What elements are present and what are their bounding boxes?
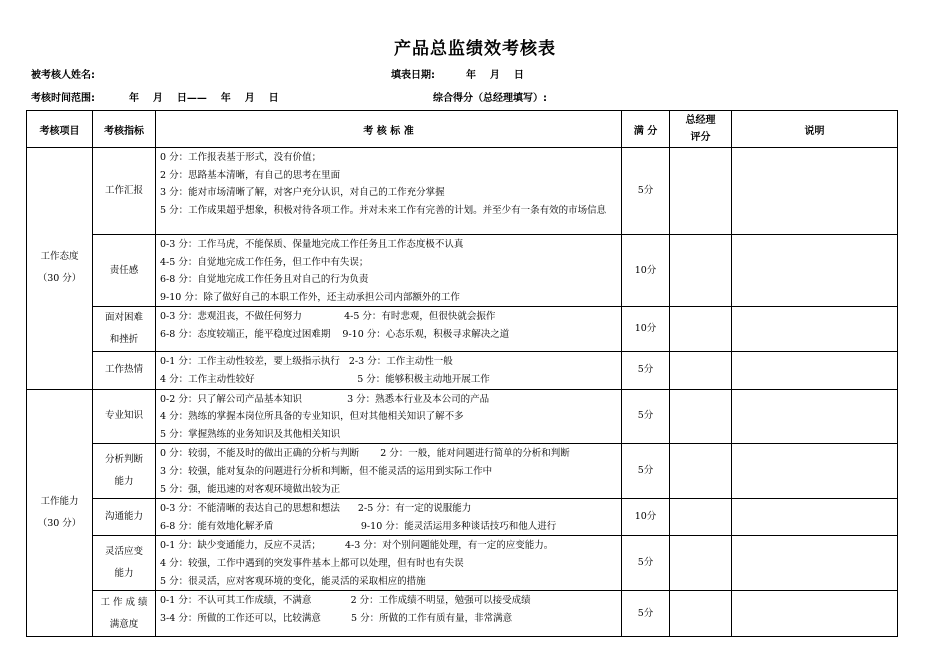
note-input-cell[interactable] <box>732 591 898 637</box>
category-points: （30 分） <box>37 273 82 285</box>
indicator-label: 满意度 <box>109 618 139 630</box>
table-row <box>27 148 898 235</box>
full-score-cell: 5分 <box>622 591 670 637</box>
evaluation-table <box>26 110 898 637</box>
name-label: 被考核人姓名: <box>31 70 95 81</box>
indicator-cell <box>93 307 156 352</box>
gm-score-input-cell[interactable] <box>670 235 732 307</box>
criteria-line: 4 分：较强，工作中遇到的突发事件基本上都可以处理，但有时也有失误 <box>160 557 464 569</box>
period-label: 考核时间范围: <box>31 93 95 104</box>
note-input-cell[interactable] <box>732 444 898 499</box>
table-row <box>27 591 898 637</box>
table-row <box>27 499 898 536</box>
gm-score-label-2: 评分 <box>690 132 711 143</box>
criteria-line: 3 分：较强，能对复杂的问题进行分析和判断，但不能灵活的运用到实际工作中 <box>160 465 493 477</box>
criteria-line: 0-3 分：工作马虎，不能保质、保量地完成工作任务且工作态度极不认真 <box>160 239 464 250</box>
criteria-line: 0-3 分：不能清晰的表达自己的思想和想法 2-5 分：有一定的说服能力 <box>160 503 472 515</box>
gm-score-input-cell[interactable] <box>670 148 732 235</box>
indicator-label: 灵活应变 <box>104 546 143 558</box>
note-input-cell[interactable] <box>732 499 898 536</box>
gm-score-input-cell[interactable] <box>670 389 732 444</box>
date-label: 填表日期: <box>391 70 435 81</box>
criteria-line: 5 分：很灵活，应对客观环境的变化，能灵活的采取相应的措施 <box>160 575 426 587</box>
gm-score-input-cell[interactable] <box>670 536 732 591</box>
date-value: 年 月 日 <box>466 70 524 81</box>
criteria-cell <box>156 389 622 444</box>
table-row <box>27 307 898 352</box>
indicator-cell <box>93 591 156 637</box>
criteria-cell <box>156 235 622 307</box>
note-input-cell[interactable] <box>732 536 898 591</box>
criteria-line: 0-2 分：只了解公司产品基本知识 3 分：熟悉本行业及本公司的产品 <box>160 393 490 405</box>
note-input-cell[interactable] <box>732 235 898 307</box>
col-header-gm-score <box>670 111 732 148</box>
indicator-cell <box>93 235 156 307</box>
criteria-cell <box>156 536 622 591</box>
note-input-cell[interactable] <box>732 307 898 352</box>
indicator-label: 能力 <box>114 476 134 488</box>
table-row <box>27 536 898 591</box>
criteria-cell <box>156 352 622 389</box>
indicator-cell <box>93 499 156 536</box>
indicator-cell <box>93 352 156 389</box>
full-score-cell: 5分 <box>622 352 670 389</box>
gm-score-input-cell[interactable] <box>670 591 732 637</box>
full-score-cell: 10分 <box>622 307 670 352</box>
indicator-cell <box>93 389 156 444</box>
indicator-label: 责任感 <box>109 264 139 276</box>
criteria-cell <box>156 148 622 235</box>
criteria-line: 6-8 分：能有效地化解矛盾 9-10 分：能灵活运用多种谈话技巧和他人进行 <box>160 520 557 532</box>
criteria-line: 4 分：工作主动性较好 5 分：能够积极主动地开展工作 <box>160 373 490 385</box>
criteria-line: 0 分：较弱，不能及时的做出正确的分析与判断 2 分：一般，能对问题进行简单的分析和判断 <box>160 448 570 460</box>
criteria-line: 6-8 分：自觉地完成工作任务且对自己的行为负责 <box>160 274 369 286</box>
criteria-line: 9-10 分：除了做好自己的本职工作外，还主动承担公司内部额外的工作 <box>160 291 460 303</box>
criteria-line: 4-5 分：自觉地完成工作任务，但工作中有失误； <box>160 256 369 268</box>
gm-score-input-cell[interactable] <box>670 307 732 352</box>
category-name: 工作能力 <box>40 495 79 507</box>
table-row <box>27 352 898 389</box>
table-row <box>27 389 898 444</box>
indicator-label: 和挫折 <box>109 334 139 346</box>
indicator-label: 沟通能力 <box>104 511 143 523</box>
indicator-label: 分析判断 <box>104 454 143 466</box>
note-input-cell[interactable] <box>732 352 898 389</box>
full-score-cell: 5分 <box>622 148 670 235</box>
col-header-full-score: 满 分 <box>622 111 670 148</box>
note-input-cell[interactable] <box>732 389 898 444</box>
category-cell <box>27 148 93 390</box>
criteria-cell <box>156 444 622 499</box>
period-value: 年 月 日—— 年 月 日 <box>129 93 279 104</box>
col-header-note: 说明 <box>732 111 898 148</box>
criteria-line: 2 分：思路基本清晰，有自己的思考在里面 <box>160 169 341 181</box>
col-header-standard: 考 核 标 准 <box>156 111 622 148</box>
criteria-line: 3-4 分：所做的工作还可以，比较满意 5 分：所做的工作有质有量，非常满意 <box>160 612 513 624</box>
gm-score-input-cell[interactable] <box>670 499 732 536</box>
criteria-line: 0-1 分：缺少变通能力，反应不灵活； 4-3 分：对个别问题能处理，有一定的应变能力。 <box>160 540 554 552</box>
indicator-label: 专业知识 <box>104 410 143 422</box>
table-header-row <box>27 111 898 148</box>
indicator-label: 工 作 成 绩 <box>100 596 148 608</box>
criteria-line: 6-8 分：态度较端正，能平稳度过困难期 9-10 分：心态乐观，积极寻求解决之道 <box>160 328 510 340</box>
col-header-item: 考核项目 <box>27 111 93 148</box>
full-score-cell: 10分 <box>622 499 670 536</box>
full-score-cell: 5分 <box>622 444 670 499</box>
criteria-line: 0 分：工作报表基于形式，没有价值； <box>160 152 322 163</box>
criteria-line: 5 分：强，能迅速的对客观环境做出较为正 <box>160 483 341 495</box>
indicator-cell <box>93 444 156 499</box>
criteria-line: 5 分：工作成果超乎想象，积极对待各项工作。并对未来工作有完善的计划。并至少有一条有效的市场信息 <box>160 204 607 216</box>
criteria-cell <box>156 307 622 352</box>
form-title: 产品总监绩效考核表 <box>394 39 556 59</box>
indicator-label: 工作热情 <box>104 364 143 376</box>
indicator-label: 工作汇报 <box>104 185 143 196</box>
criteria-line: 3 分：能对市场清晰了解，对客户充分认识，对自己的工作充分掌握 <box>160 187 445 199</box>
note-input-cell[interactable] <box>732 148 898 235</box>
criteria-line: 5 分：掌握熟练的业务知识及其他相关知识 <box>160 428 341 440</box>
criteria-cell <box>156 499 622 536</box>
col-header-indicator: 考核指标 <box>93 111 156 148</box>
full-score-cell: 10分 <box>622 235 670 307</box>
category-points: （30 分） <box>37 517 82 529</box>
gm-score-input-cell[interactable] <box>670 444 732 499</box>
criteria-line: 4 分：熟练的掌握本岗位所具备的专业知识，但对其他相关知识了解不多 <box>160 411 464 423</box>
full-score-cell: 5分 <box>622 389 670 444</box>
indicator-cell <box>93 148 156 235</box>
criteria-cell <box>156 591 622 637</box>
criteria-line: 0-1 分：工作主动性较差，要上级指示执行 2-3 分：工作主动性一般 <box>160 356 453 368</box>
gm-score-label-1: 总经理 <box>685 115 716 126</box>
category-name: 工作态度 <box>40 251 79 263</box>
category-cell <box>27 389 93 637</box>
table-row <box>27 235 898 307</box>
indicator-label: 面对困难 <box>104 312 143 324</box>
indicator-cell <box>93 536 156 591</box>
gm-score-input-cell[interactable] <box>670 352 732 389</box>
criteria-line: 0-3 分：悲观沮丧，不做任何努力 4-5 分：有时悲观，但很快就会振作 <box>160 311 496 323</box>
table-row <box>27 444 898 499</box>
indicator-label: 能力 <box>114 568 134 580</box>
criteria-line: 0-1 分：不认可其工作成绩，不满意 2 分：工作成绩不明显，勉强可以接受成绩 <box>160 595 531 607</box>
total-score-label: 综合得分（总经理填写）: <box>433 93 547 104</box>
full-score-cell: 5分 <box>622 536 670 591</box>
